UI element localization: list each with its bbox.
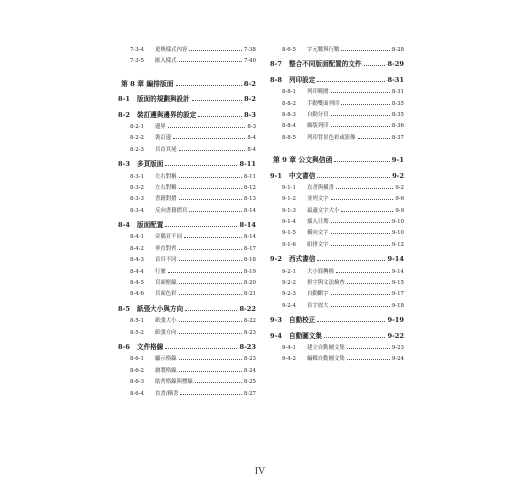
toc-section [270, 254, 404, 265]
toc-page-number: 9-6 [395, 196, 404, 203]
toc-number: 8-4 [118, 221, 130, 230]
toc-number: 9-4-1 [282, 344, 296, 351]
toc-page-number: 9-2 [392, 171, 404, 180]
toc-title: 整合不同版面配置的文件 [289, 60, 362, 69]
dot-leader [176, 79, 242, 86]
dot-leader [331, 86, 390, 93]
dot-leader [317, 315, 385, 322]
dot-leader [347, 353, 390, 360]
toc-section [118, 110, 256, 121]
dot-leader [185, 304, 237, 311]
toc-page-number: 8-4 [247, 146, 256, 153]
toc-entry [270, 227, 404, 238]
toc-entry [270, 132, 404, 143]
dot-leader [341, 205, 393, 212]
toc-number: 8-8-2 [282, 100, 296, 107]
toc-number: 8-7 [270, 60, 282, 69]
toc-entry [118, 132, 256, 143]
dot-leader [331, 120, 390, 127]
toc-title: 插入日期 [307, 219, 329, 226]
toc-title: 手動雙面列印 [307, 100, 340, 107]
toc-title: 版面配置 [137, 221, 164, 230]
toc-page-number: 8-35 [391, 100, 404, 107]
dot-leader [179, 182, 242, 189]
toc-page-number: 9-12 [391, 241, 404, 248]
toc-number: 8-5-2 [130, 329, 144, 336]
toc-entry [118, 353, 256, 364]
toc-title: 左右對稱 [155, 184, 177, 191]
toc-page-number: 8-29 [387, 60, 404, 69]
toc-entry [270, 120, 404, 131]
toc-title: 第 8 章 編排版面 [121, 79, 174, 88]
toc-number: 8-3-1 [130, 173, 144, 180]
toc-page-number: 8-3 [244, 110, 256, 119]
toc-title: 紙張大小 [155, 318, 177, 325]
toc-page-number: 8-14 [243, 234, 256, 241]
toc-chapter [118, 79, 256, 90]
toc-section [118, 304, 256, 315]
toc-number: 8-6 [118, 342, 130, 351]
dot-leader [358, 132, 390, 139]
toc-title: 自動圖文集 [289, 331, 322, 340]
toc-entry [270, 109, 404, 120]
toc-number: 8-4-4 [130, 268, 144, 275]
toc-title: 第 9 章 公文與信函 [273, 156, 333, 165]
toc-page-number: 9-2 [395, 184, 404, 191]
toc-section [118, 220, 256, 231]
dot-leader [364, 59, 386, 66]
toc-entry [270, 86, 404, 97]
dot-leader [341, 98, 390, 105]
toc-title: 自動分頁 [307, 111, 329, 118]
toc-title: 垂直對齊 [155, 245, 177, 252]
dot-leader [179, 353, 242, 360]
toc-title: 建立自動圖文集 [307, 344, 345, 351]
toc-page-number: 8-14 [239, 221, 256, 230]
toc-entry [118, 55, 256, 66]
toc-number: 7-3-4 [130, 47, 144, 53]
toc-number: 8-4-1 [130, 234, 144, 241]
toc-number: 8-3 [118, 160, 130, 169]
toc-right-column [270, 44, 404, 365]
dot-leader [179, 315, 242, 322]
toc-number: 9-1-4 [282, 219, 296, 226]
toc-title: 大小寫轉換 [307, 268, 334, 275]
dot-leader [165, 159, 237, 166]
toc-entry [118, 182, 256, 193]
toc-title: 匯入樣式 [155, 58, 177, 65]
toc-page-number: 9-19 [387, 316, 404, 325]
toc-title: 奇偶頁不同 [155, 234, 182, 241]
dot-leader [331, 109, 390, 116]
toc-page-number: 8-36 [391, 123, 404, 130]
dot-leader [336, 182, 393, 189]
toc-number: 9-2 [270, 255, 282, 264]
dot-leader [184, 231, 242, 238]
toc-title: 最適文字大小 [307, 207, 340, 214]
toc-number: 8-3-4 [130, 207, 144, 214]
toc-number: 8-3-2 [130, 184, 144, 191]
toc-left-column [118, 44, 256, 399]
toc-entry [270, 216, 404, 227]
toc-title: 顯示格線 [155, 356, 177, 363]
dot-leader [331, 193, 394, 200]
dot-leader [317, 254, 385, 261]
toc-title: 列印範圍 [307, 89, 329, 96]
toc-entry [270, 342, 404, 353]
toc-number: 8-5-1 [130, 318, 144, 325]
toc-title: 貼齊格線與標線 [155, 379, 193, 386]
dot-leader [317, 171, 390, 178]
toc-page-number: 8-2 [243, 79, 256, 88]
toc-number: 8-6-4 [130, 390, 144, 397]
toc-section [118, 342, 256, 353]
toc-title: 自動斷字 [307, 291, 329, 298]
toc-entry [118, 205, 256, 216]
toc-title: 紙張方向 [155, 329, 177, 336]
toc-title: 繪製格線 [155, 367, 177, 374]
toc-section [118, 94, 256, 105]
toc-number: 8-4-2 [130, 245, 144, 252]
toc-entry [118, 44, 256, 55]
dot-leader [179, 365, 242, 372]
dot-leader [179, 327, 242, 334]
toc-number: 8-2 [118, 110, 130, 119]
toc-entry [270, 193, 404, 204]
dot-leader [179, 243, 242, 250]
toc-page-number: 8-13 [243, 196, 256, 203]
toc-page-number: 9-24 [391, 356, 404, 363]
toc-entry [270, 239, 404, 250]
toc-title: 列印背景色彩或影像 [307, 134, 356, 141]
toc-section [118, 159, 256, 170]
toc-title: 字元數與行數 [307, 47, 340, 53]
toc-entry [270, 353, 404, 364]
toc-page-number: 9-9 [395, 207, 404, 214]
toc-entry [118, 266, 256, 277]
toc-number: 8-2-2 [130, 135, 144, 142]
toc-entry [118, 388, 256, 399]
toc-number: 9-4-2 [282, 356, 296, 363]
toc-number: 8-4-5 [130, 280, 144, 287]
toc-page-number: 7-38 [243, 47, 256, 53]
toc-page-number: 9-17 [391, 291, 404, 298]
toc-entry [270, 288, 404, 299]
toc-title: 並列文字 [307, 196, 329, 203]
toc-page-number: 8-18 [243, 257, 256, 264]
dot-leader [195, 376, 242, 383]
toc-page-number: 8-23 [243, 329, 256, 336]
toc-title: 中文書信 [289, 171, 316, 180]
toc-page-number: 8-31 [387, 75, 404, 84]
toc-title: 書籍對摺 [155, 196, 177, 203]
toc-entry [118, 315, 256, 326]
toc-page-number: 8-11 [243, 173, 256, 180]
toc-page-number: 8-22 [243, 318, 256, 325]
dot-leader [331, 239, 390, 246]
toc-page-number: 8-22 [239, 304, 256, 313]
toc-page-number: 8-14 [243, 207, 256, 214]
toc-title: 左右對稱 [155, 173, 177, 180]
toc-page-number: 8-31 [391, 89, 404, 96]
toc-number: 8-8-3 [282, 111, 296, 118]
dot-leader [317, 75, 385, 82]
dot-leader [331, 300, 390, 307]
toc-page-number: 9-18 [391, 302, 404, 309]
toc-page-number: 8-28 [391, 47, 404, 53]
toc-number: 8-6-3 [130, 379, 144, 386]
toc-title: 頁面框線 [155, 280, 177, 287]
toc-title: 版面的規劃與設計 [137, 95, 190, 104]
toc-number: 9-1-2 [282, 196, 296, 203]
toc-title: 更換樣式內容 [155, 47, 188, 53]
toc-title: 列印設定 [289, 75, 316, 84]
dot-leader [341, 44, 390, 51]
toc-title: 自動校正 [289, 316, 316, 325]
toc-entry [118, 376, 256, 387]
toc-number: 9-2-4 [282, 302, 296, 309]
toc-title: 文件格線 [137, 342, 164, 351]
toc-entry [118, 288, 256, 299]
toc-number: 8-8-5 [282, 134, 296, 141]
toc-page-number: 8-27 [243, 390, 256, 397]
toc-chapter [270, 155, 404, 166]
toc-page-number: 8-21 [243, 291, 256, 298]
dot-leader [192, 94, 242, 101]
toc-entry [270, 44, 404, 55]
toc-title: 多頁版面 [137, 160, 164, 169]
toc-number: 9-4 [270, 331, 282, 340]
toc-section [270, 315, 404, 326]
dot-leader [179, 277, 242, 284]
toc-number: 9-2-2 [282, 280, 296, 287]
toc-entry [270, 98, 404, 109]
toc-number: 7-3-5 [130, 58, 144, 65]
toc-page-number: 8-35 [391, 111, 404, 118]
dot-leader [347, 342, 390, 349]
toc-entry [118, 121, 256, 132]
toc-title: 編輯自動圖文集 [307, 356, 345, 363]
toc-entry [118, 193, 256, 204]
dot-leader [336, 266, 390, 273]
toc-section [270, 171, 404, 182]
toc-page-number: 9-10 [391, 219, 404, 226]
toc-page-number: 8-37 [391, 134, 404, 141]
toc-title: 直書/橫書 [155, 390, 179, 397]
toc-page-number: 8-11 [239, 160, 256, 169]
toc-title: 縮版列印 [307, 123, 329, 130]
toc-page-number: 9-15 [391, 280, 404, 287]
dot-leader [331, 216, 390, 223]
toc-title: 首字放大 [307, 302, 329, 309]
toc-title: 頁首頁尾 [155, 146, 177, 153]
toc-number: 9-1 [270, 171, 282, 180]
dot-leader [189, 44, 242, 51]
toc-page-number: 9-14 [387, 255, 404, 264]
dot-leader [331, 227, 390, 234]
toc-entry [270, 300, 404, 311]
dot-leader [179, 144, 246, 151]
toc-number: 8-4-3 [130, 257, 144, 264]
dot-leader [347, 277, 390, 284]
toc-title: 紙張大小與方向 [137, 304, 184, 313]
dot-leader [165, 220, 237, 227]
toc-number: 8-8 [270, 75, 282, 84]
dot-leader [189, 205, 242, 212]
toc-entry [270, 205, 404, 216]
toc-number: 8-8-4 [282, 123, 296, 130]
toc-page-number: 8-19 [243, 268, 256, 275]
toc-page-number: 8-12 [243, 184, 256, 191]
toc-number: 8-5 [118, 304, 130, 313]
toc-number: 9-1-3 [282, 207, 296, 214]
toc-entry [270, 277, 404, 288]
toc-entry [270, 182, 404, 193]
toc-title: 西式書信 [289, 255, 316, 264]
toc-page-number: 9-14 [391, 268, 404, 275]
toc-number: 9-2-3 [282, 291, 296, 298]
dot-leader [198, 110, 242, 117]
toc-page-number: 8-23 [243, 356, 256, 363]
toc-number: 9-2-1 [282, 268, 296, 275]
dot-leader [179, 55, 242, 62]
toc-title: 拼字與文法檢查 [307, 280, 345, 287]
toc-page-number: 7-40 [243, 58, 256, 65]
toc-number: 9-1-6 [282, 241, 296, 248]
dot-leader [168, 121, 246, 128]
toc-page-number: 8-24 [243, 367, 256, 374]
toc-page-number: 9-10 [391, 230, 404, 237]
toc-page-number: 8-20 [243, 280, 256, 287]
toc-entry [118, 243, 256, 254]
toc-title: 反向書籍摺頁 [155, 207, 188, 214]
toc-section [270, 59, 404, 70]
toc-entry [118, 365, 256, 376]
dot-leader [179, 193, 242, 200]
dot-leader [179, 254, 242, 261]
toc-entry [270, 266, 404, 277]
dot-leader [165, 342, 237, 349]
toc-number: 8-2-1 [130, 123, 144, 130]
toc-title: 直書與橫書 [307, 184, 334, 191]
toc-number: 8-2-3 [130, 146, 144, 153]
toc-page-number: 9-22 [387, 331, 404, 340]
toc-number: 9-1-1 [282, 184, 296, 191]
dot-leader [324, 331, 386, 338]
toc-title: 裝訂邊與邊界的設定 [137, 110, 197, 119]
toc-title: 行號 [155, 268, 166, 275]
toc-title: 邊界 [155, 123, 166, 130]
toc-title: 裝訂邊 [155, 135, 172, 142]
toc-entry [118, 144, 256, 155]
toc-number: 8-6-2 [130, 367, 144, 374]
toc-number: 9-1-5 [282, 230, 296, 237]
toc-page-number: 9-1 [391, 156, 404, 165]
toc-entry [118, 277, 256, 288]
dot-leader [179, 171, 242, 178]
toc-entry [118, 231, 256, 242]
toc-page-number: 8-17 [243, 245, 256, 252]
toc-title: 首頁不同 [155, 257, 177, 264]
toc-title: 頁面色彩 [155, 291, 177, 298]
toc-page-number: 8-4 [247, 135, 256, 142]
toc-entry [118, 254, 256, 265]
toc-number: 8-8-1 [282, 89, 296, 96]
toc-page-number: 8-2 [244, 95, 256, 104]
toc-page-number: 8-3 [247, 123, 256, 130]
dot-leader [334, 155, 389, 162]
toc-title: 橫向文字 [307, 230, 329, 237]
dot-leader [168, 266, 242, 273]
dot-leader [179, 288, 242, 295]
toc-number: 8-6-5 [282, 47, 296, 53]
toc-section [270, 331, 404, 342]
toc-number: 8-6-1 [130, 356, 144, 363]
dot-leader [331, 288, 390, 295]
toc-entry [118, 327, 256, 338]
toc-title: 組排文字 [307, 241, 329, 248]
toc-page-number: 9-23 [391, 344, 404, 351]
toc-number: 8-3-3 [130, 196, 144, 203]
page-number: IV [254, 466, 266, 477]
toc-number: 8-4-6 [130, 291, 144, 298]
toc-page-number: 8-23 [239, 342, 256, 351]
toc-entry [118, 171, 256, 182]
toc-page-number: 8-25 [243, 379, 256, 386]
toc-section [270, 75, 404, 86]
dot-leader [180, 388, 241, 395]
dot-leader [173, 132, 245, 139]
toc-number: 8-1 [118, 95, 130, 104]
toc-number: 9-3 [270, 316, 282, 325]
